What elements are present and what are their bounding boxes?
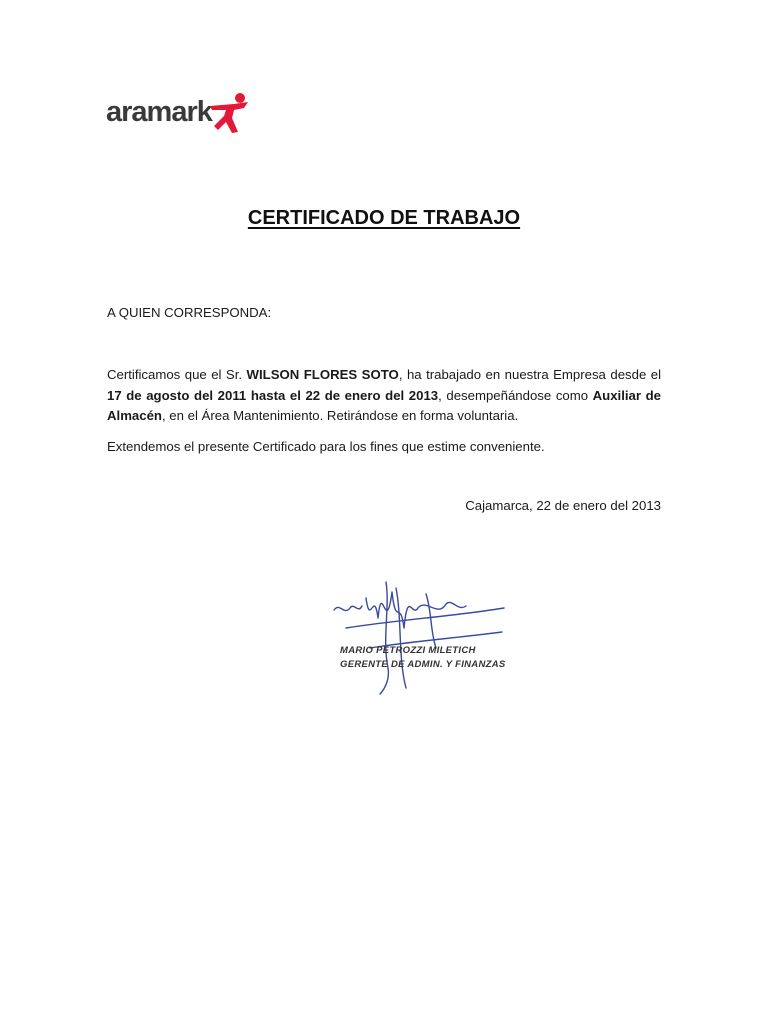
body-text: , desempeñándose como [438,387,593,403]
place-date: Cajamarca, 22 de enero del 2013 [465,498,661,513]
aramark-logo [106,90,256,138]
document-title: CERTIFICADO DE TRABAJO [247,207,521,229]
signatory-name: MARIO PETROZZI MILETICH [340,645,476,656]
employment-period: 17 de agosto del 2011 hasta el 22 de enero del 2013 [107,387,439,403]
job-position: Auxiliar de Almacén [107,387,661,423]
certification-paragraph [107,365,661,427]
salutation: A QUIEN CORRESPONDA: [107,305,272,320]
running-figure-icon [204,92,252,134]
body-text: Certificamos que el Sr. [107,367,247,382]
employee-name: WILSON FLORES SOTO [246,367,399,382]
purpose-paragraph: Extendemos el presente Certificado para los fines que estime conveniente. [107,439,545,454]
logo-wordmark: aramark [106,96,212,128]
handwritten-signature [326,568,516,698]
signatory-role: GERENTE DE ADMIN. Y FINANZAS [340,659,506,670]
body-text: , en el Área Mantenimiento. Retirándose en forma voluntaria. [161,408,519,423]
body-text: , ha trabajado en nuestra Empresa desde el [398,367,662,382]
